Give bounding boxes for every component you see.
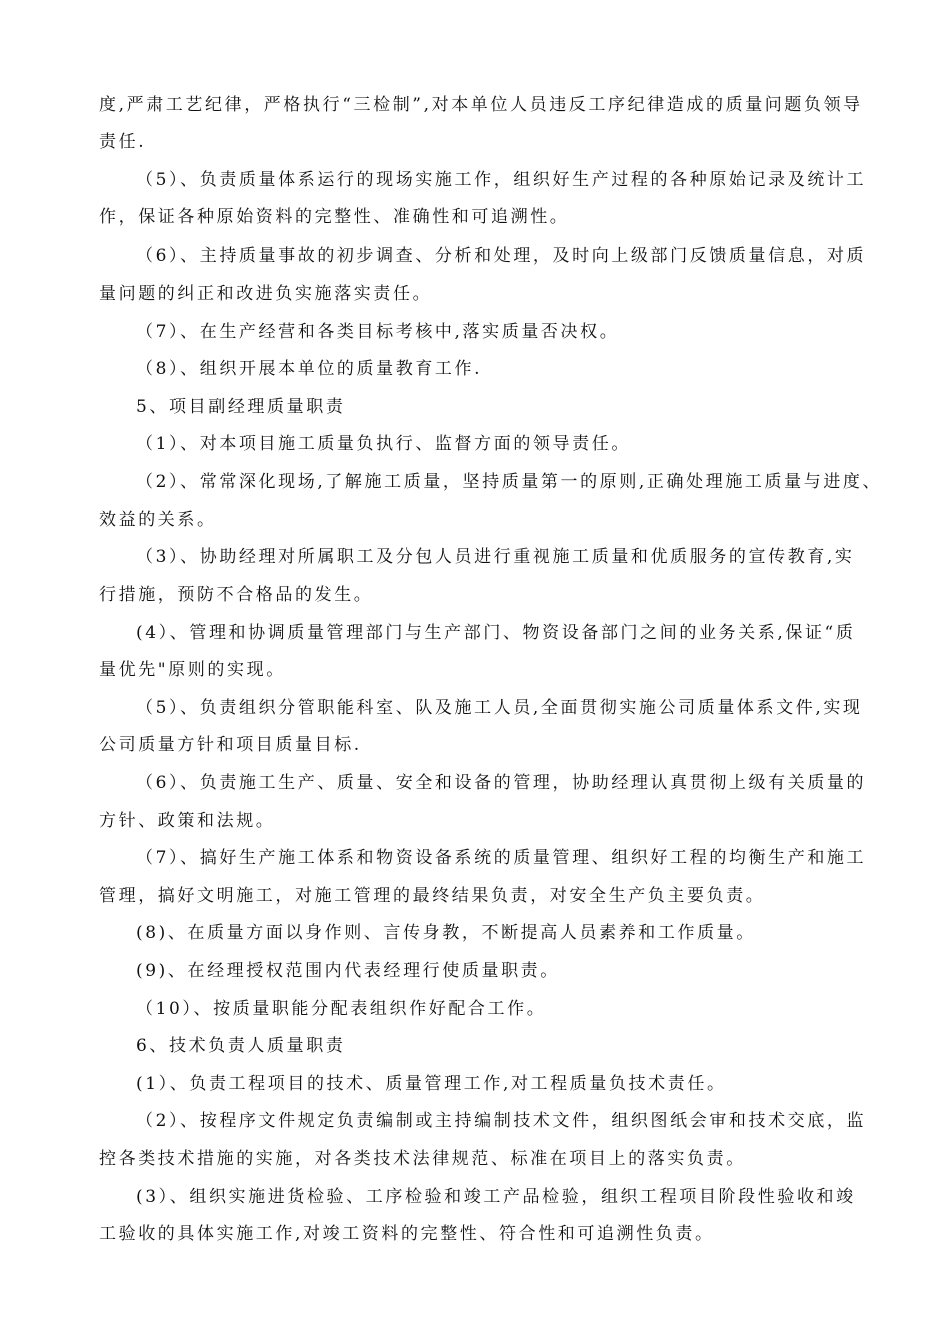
text-line: （3）、协助经理对所属职工及分包人员进行重视施工质量和优质服务的宣传教育,实 [136,547,855,567]
text-line: 工验收的具体实施工作,对竣工资料的完整性、符合性和可追溯性负责。 [99,1224,715,1244]
section-heading: 5、项目副经理质量职责 [136,397,346,417]
text-line: （10）、按质量职能分配表组织作好配合工作。 [136,999,547,1019]
text-line: 控各类技术措施的实施，对各类技术法律规范、标准在项目上的落实负责。 [99,1149,746,1169]
text-line: （8）、组织开展本单位的质量教育工作. [136,359,483,379]
text-line: 责任. [99,132,147,152]
text-line: (1）、负责工程项目的技术、质量管理工作,对工程质量负技术责任。 [136,1074,727,1094]
text-line: （2）、按程序文件规定负责编制或主持编制技术文件，组织图纸会审和技术交底，监 [136,1111,867,1131]
text-line: （5）、负责质量体系运行的现场实施工作，组织好生产过程的各种原始记录及统计工 [136,170,867,190]
text-line: （6）、主持质量事故的初步调查、分析和处理，及时向上级部门反馈质量信息，对质 [136,246,867,266]
text-line: 量优先"原则的实现。 [99,660,286,680]
text-line: 公司质量方针和项目质量目标. [99,735,362,755]
text-line: (4）、管理和协调质量管理部门与生产部门、物资设备部门之间的业务关系,保证“质 [136,623,856,643]
text-line: (3）、组织实施进货检验、工序检验和竣工产品检验，组织工程项目阶段性验收和竣 [136,1187,856,1207]
text-line: （5）、负责组织分管职能科室、队及施工人员,全面贯彻实施公司质量体系文件,实现 [136,698,863,718]
text-line: 作，保证各种原始资料的完整性、准确性和可追溯性。 [99,207,570,227]
text-line: （7）、在生产经营和各类目标考核中,落实质量否决权。 [136,322,620,342]
text-line: (8)、在质量方面以身作则、言传身教，不断提高人员素养和工作质量。 [136,923,756,943]
text-line: 管理，搞好文明施工，对施工管理的最终结果负责，对安全生产负主要负责。 [99,886,766,906]
text-line: 度,严肃工艺纪律，严格执行“三检制”,对本单位人员违反工序纪律造成的质量问题负领导 [99,95,863,115]
text-line: (9)、在经理授权范围内代表经理行使质量职责。 [136,961,560,981]
text-line: 方针、政策和法规。 [99,811,276,831]
text-line: （6）、负责施工生产、质量、安全和设备的管理，协助经理认真贯彻上级有关质量的 [136,773,867,793]
text-line: 量问题的纠正和改进负实施落实责任。 [99,284,433,304]
text-line: （7）、搞好生产施工体系和物资设备系统的质量管理、组织好工程的均衡生产和施工 [136,848,867,868]
text-line: 行措施，预防不合格品的发生。 [99,585,374,605]
text-line: （1）、对本项目施工质量负执行、监督方面的领导责任。 [136,434,631,454]
text-line: （2）、常常深化现场,了解施工质量，坚持质量第一的原则,正确处理施工质量与进度、 [136,472,883,492]
section-heading: 6、技术负责人质量职责 [136,1036,346,1056]
text-line: 效益的关系。 [99,510,217,530]
